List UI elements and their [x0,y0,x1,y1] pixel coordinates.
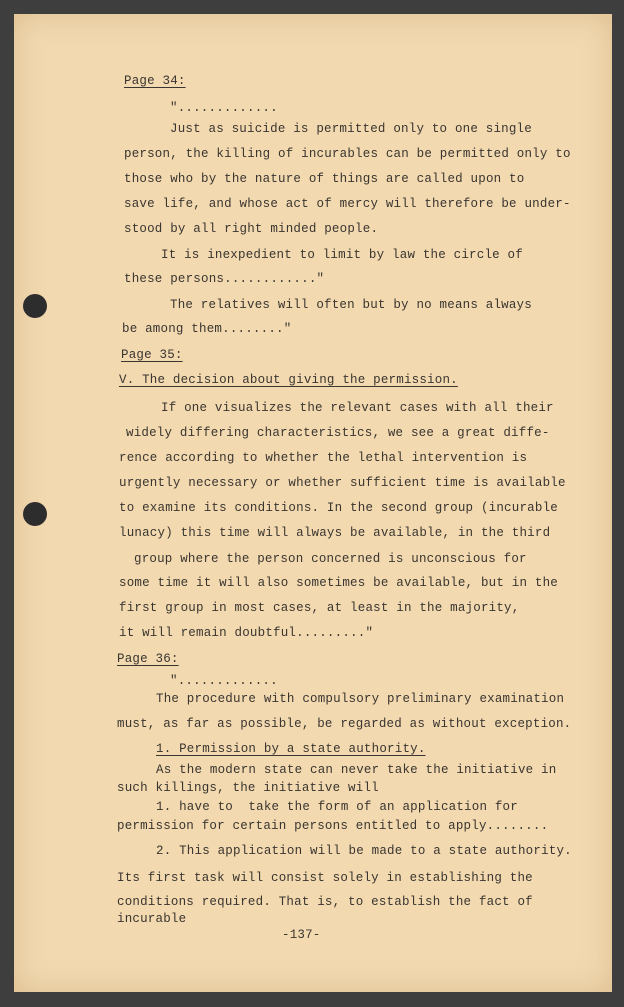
text-line: permission for certain persons entitled to apply........ [117,819,549,833]
text-line: lunacy) this time will always be available, in the third [119,526,551,540]
text-line: must, as far as possible, be regarded as without exception. [117,717,572,731]
text-line: these persons............" [124,272,325,286]
text-line: widely differing characteristics, we see a great diffe- [126,426,550,440]
subsection-heading: 1. Permission by a state authority. [156,742,426,756]
text-line: "............. [170,101,278,115]
punch-hole-top [23,294,47,318]
section-v-heading: V. The decision about giving the permission. [119,373,458,387]
text-line: As the modern state can never take the initiative in [156,763,557,777]
text-line: rence according to whether the lethal intervention is [119,451,528,465]
page-35-heading: Page 35: [121,348,183,362]
text-line: urgently necessary or whether sufficient time is available [119,476,566,490]
text-line: The relatives will often but by no means always [170,298,532,312]
page-34-heading: Page 34: [124,74,186,88]
text-line: Just as suicide is permitted only to one single [170,122,532,136]
punch-hole-bottom [23,502,47,526]
text-line: those who by the nature of things are called upon to [124,172,525,186]
text-line: Its first task will consist solely in establishing the [117,871,533,885]
text-line: save life, and whose act of mercy will therefore be under- [124,197,571,211]
text-line: it will remain doubtful........." [119,626,374,640]
text-line: If one visualizes the relevant cases with all their [161,401,554,415]
text-line: conditions required. That is, to establish the fact of [117,895,533,909]
text-line: person, the killing of incurables can be permitted only to [124,147,571,161]
text-line: "............. [170,674,278,688]
text-line: to examine its conditions. In the second group (incurable [119,501,558,515]
text-line: be among them........" [122,322,292,336]
page-36-heading: Page 36: [117,652,179,666]
page-number: -137- [282,928,321,942]
text-line: first group in most cases, at least in the majority, [119,601,520,615]
text-line: 2. This application will be made to a state authority. [156,844,572,858]
text-line: The procedure with compulsory preliminary examination [156,692,565,706]
text-line: group where the person concerned is unconscious for [134,552,527,566]
document-page [14,14,612,992]
text-line: stood by all right minded people. [124,222,379,236]
text-line: incurable [117,912,187,926]
text-line: such killings, the initiative will [117,781,379,795]
text-line: some time it will also sometimes be available, but in the [119,576,558,590]
text-line: 1. have to take the form of an application for [156,800,518,814]
text-line: It is inexpedient to limit by law the circle of [161,248,523,262]
